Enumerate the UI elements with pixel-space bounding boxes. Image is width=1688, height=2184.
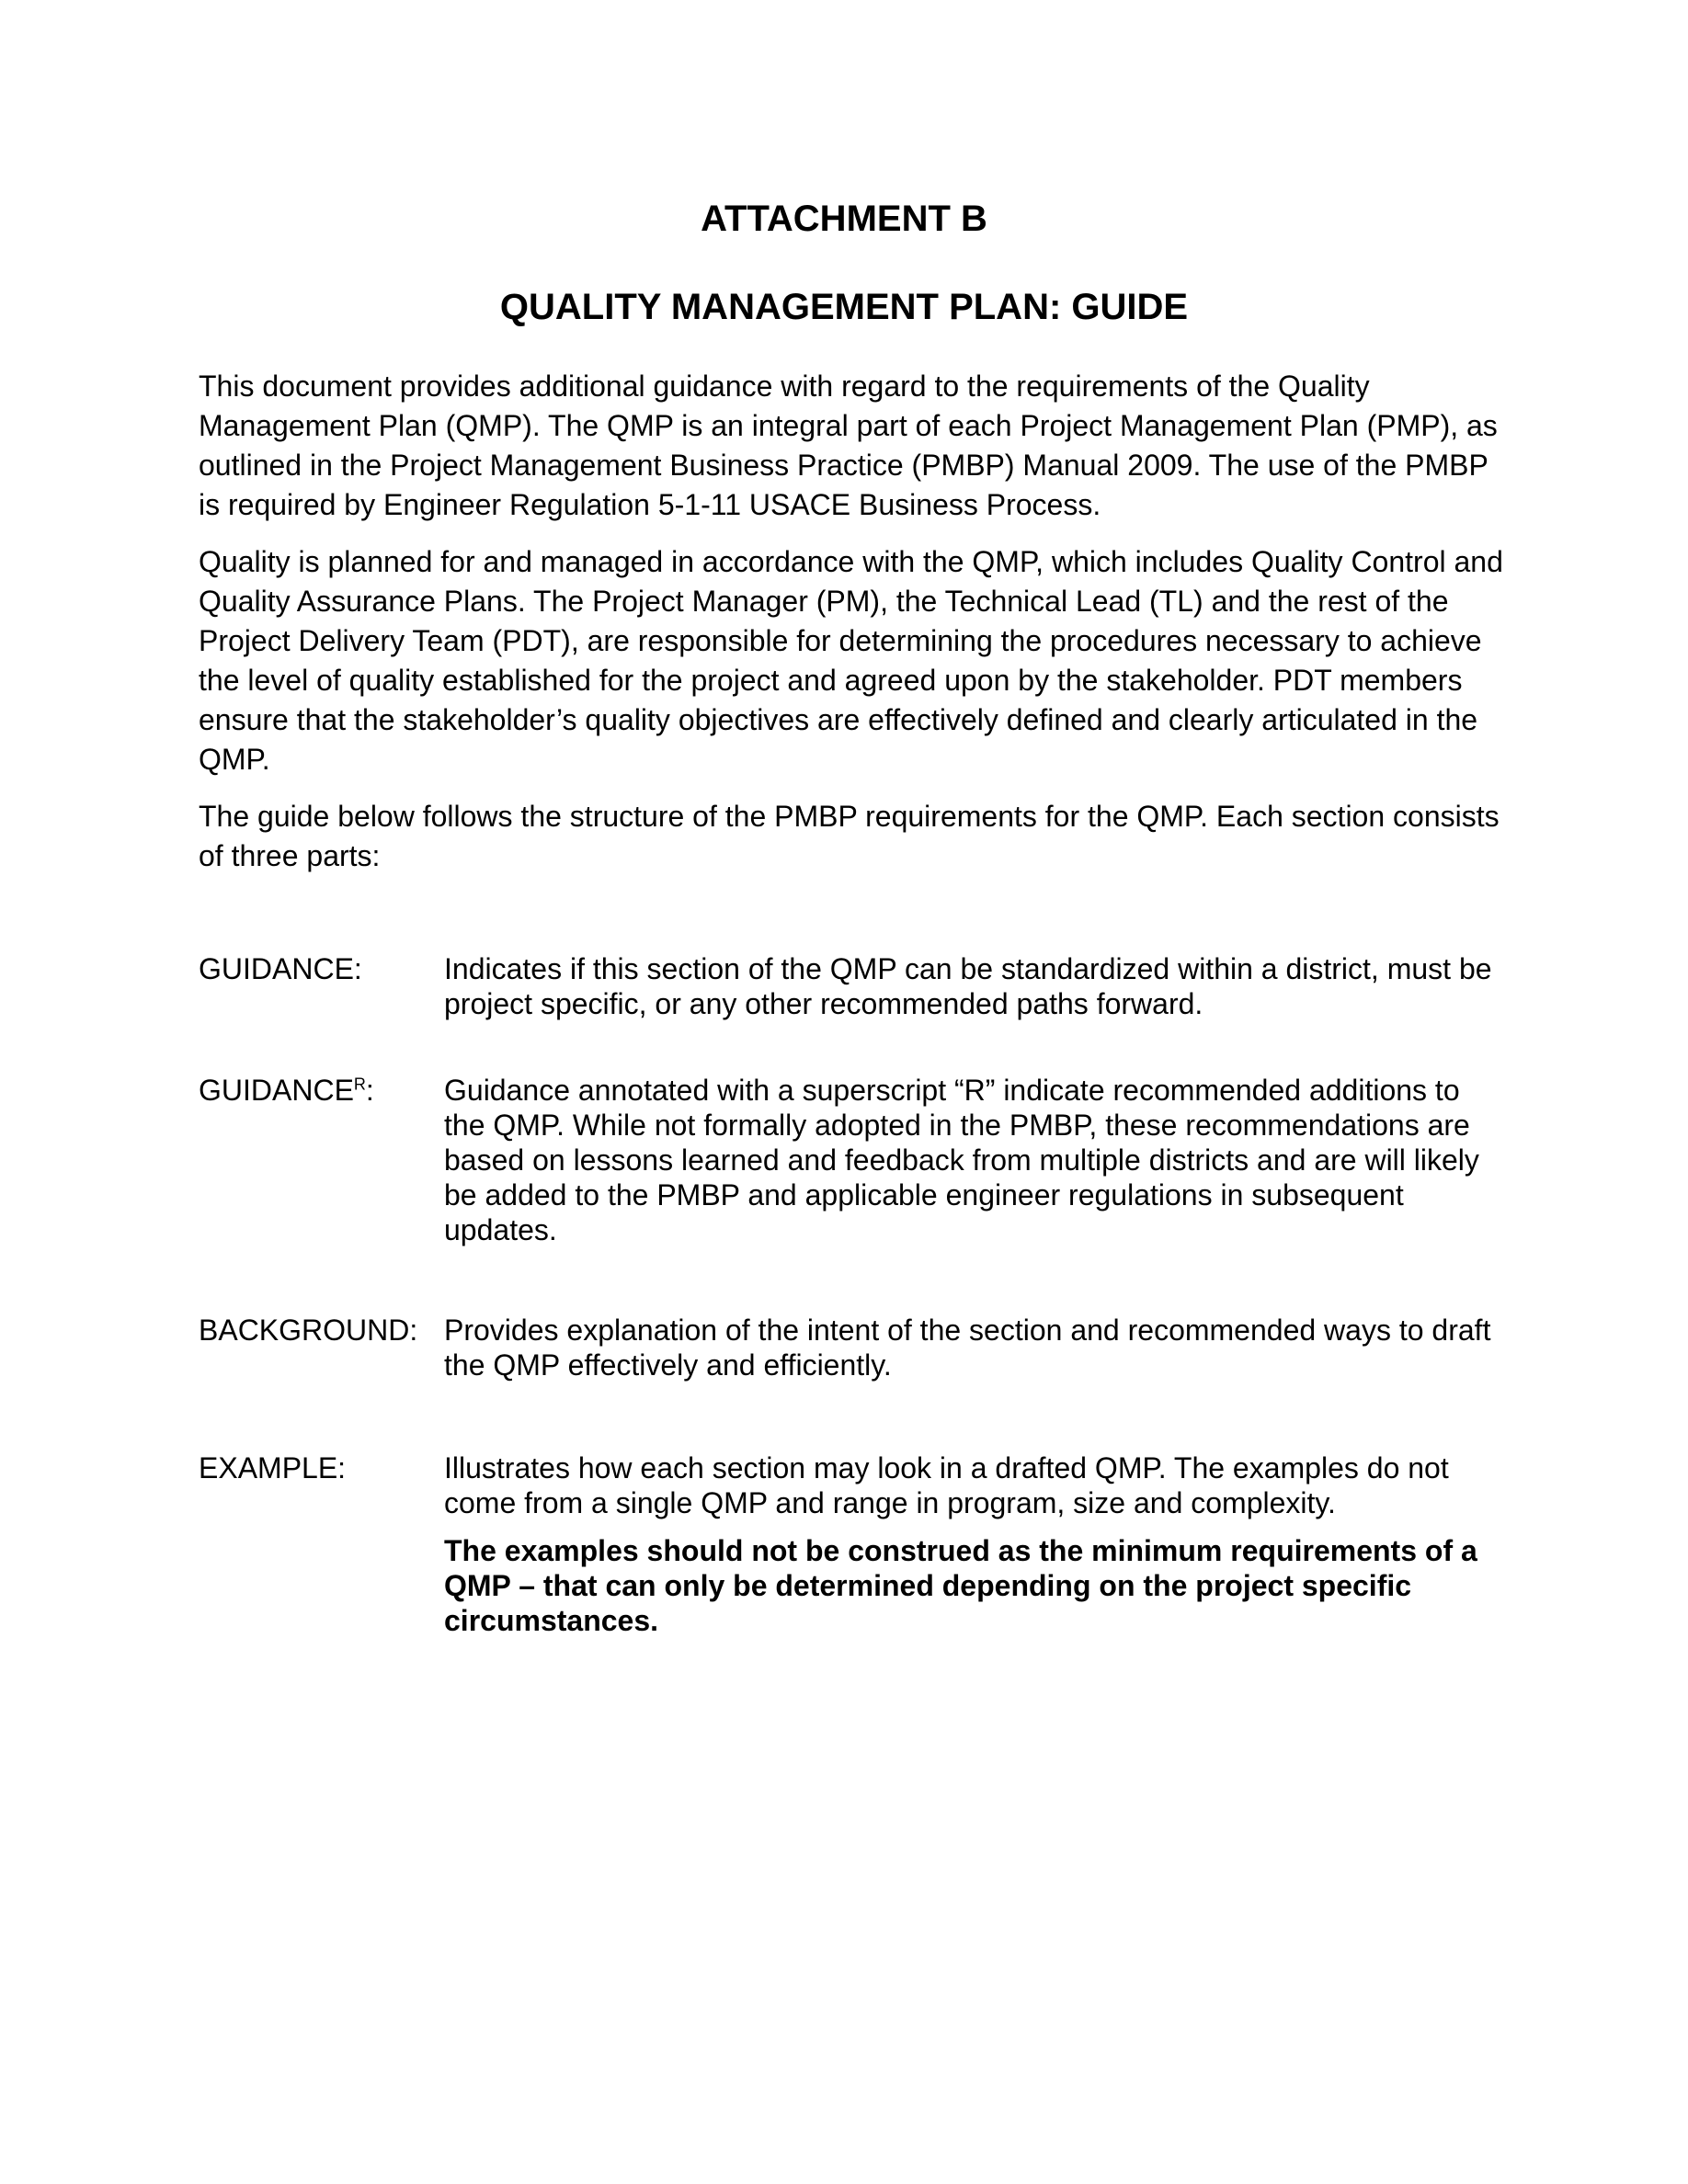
- definition-description: [444, 1450, 1501, 1638]
- definition-description: [444, 1073, 1501, 1247]
- definition-description: [444, 951, 1501, 1021]
- definition-description: [444, 1313, 1501, 1382]
- definition-text: Provides explanation of the intent of the section and recommended ways to draft the QMP effectively and efficiently.: [444, 1314, 1491, 1382]
- superscript-r: R: [353, 1075, 366, 1094]
- example-warning-note: The examples should not be construed as the minimum requirements of a QMP – that can only be determined depending on the project specific circumstances.: [444, 1534, 1477, 1637]
- definition-term: [199, 1073, 442, 1108]
- definition-term: GUIDANCE:: [199, 952, 362, 985]
- intro-paragraph: This document provides additional guidance with regard to the requirements of the Quality Management Plan (QMP). The QMP is an integral part of each Project Management Plan (PMP), as outlined in the Project Management Business Practice (PMBP) Manual 2009. The use of the PMBP is required by Engineer Regulation 5-1-11 USACE Business Process.: [199, 370, 1498, 521]
- definition-text: Guidance annotated with a superscript “R” indicate recommended additions to the QMP. While not formally adopted in the PMBP, these recommendations are based on lessons learned and feedback from multiple districts and are will likely be added to the PMBP and applicable engineer regulations in subsequent updates.: [444, 1074, 1479, 1246]
- definition-term-colon: :: [365, 1074, 374, 1107]
- quality-paragraph: Quality is planned for and managed in accordance with the QMP, which includes Quality Control and Quality Assurance Plans. The Project Manager (PM), the Technical Lead (TL) and the rest of the Project Delivery Team (PDT), are responsible for determining the procedures necessary to achieve the level of quality established for the project and agreed upon by the stakeholder. PDT members ensure that the stakeholder’s quality objectives are effectively defined and clearly articulated in the QMP.: [199, 545, 1503, 776]
- structure-paragraph: The guide below follows the structure of the PMBP requirements for the QMP. Each section consists of three parts:: [199, 800, 1500, 872]
- definition-term: BACKGROUND:: [199, 1314, 418, 1347]
- definition-term-text: GUIDANCE: [199, 1074, 354, 1107]
- definition-text: Illustrates how each section may look in a drafted QMP. The examples do not come from a single QMP and range in program, size and complexity.: [444, 1451, 1449, 1519]
- definition-term: EXAMPLE:: [199, 1451, 347, 1484]
- attachment-heading: ATTACHMENT B: [701, 199, 987, 239]
- definition-text: Indicates if this section of the QMP can be standardized within a district, must be project specific, or any other recommended paths forward.: [444, 952, 1492, 1020]
- document-title: QUALITY MANAGEMENT PLAN: GUIDE: [499, 287, 1189, 327]
